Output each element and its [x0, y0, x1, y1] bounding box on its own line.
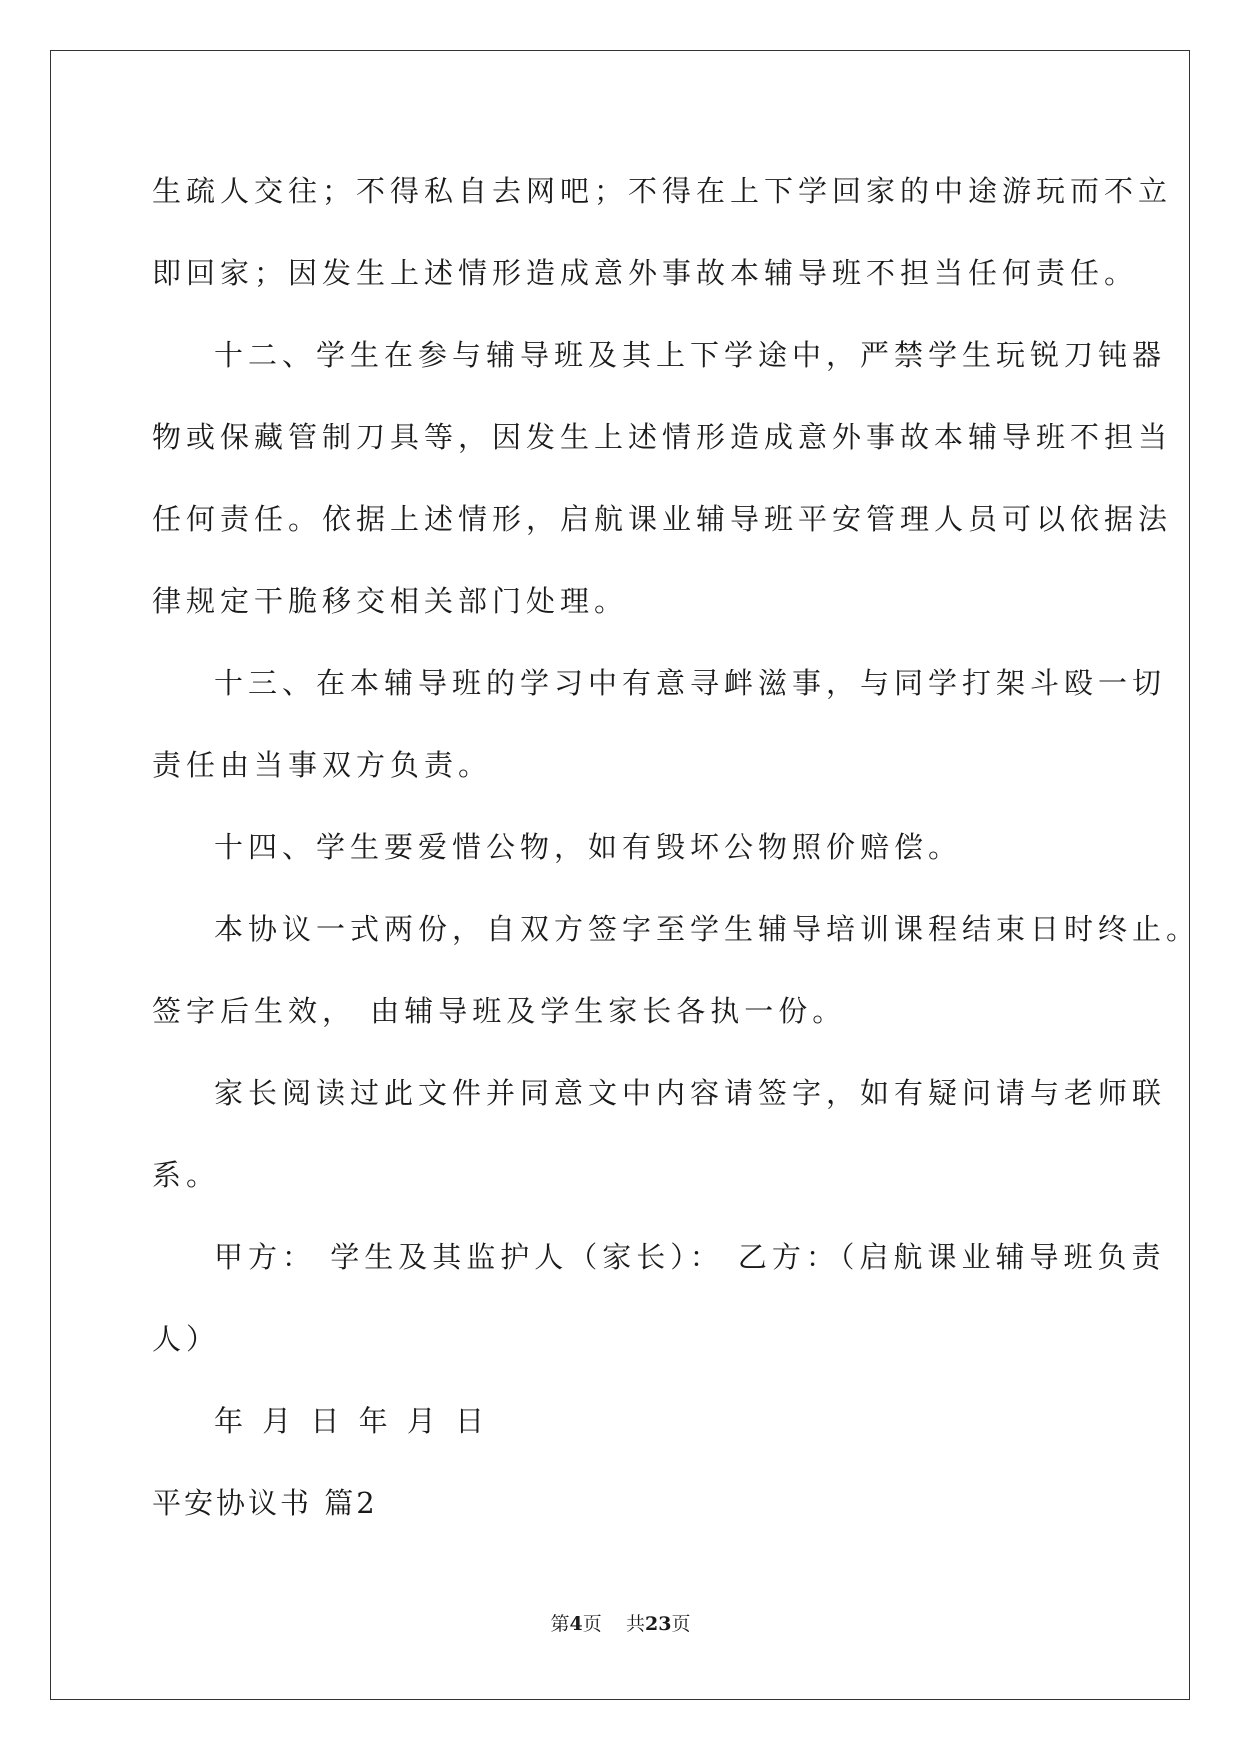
total-pages-number: 23	[644, 1613, 672, 1635]
paragraph-line: 系。	[152, 1158, 221, 1192]
paragraph-line: 家长阅读过此文件并同意文中内容请签字，如有疑问请与老师联	[214, 1076, 1167, 1110]
footer-prefix: 第	[550, 1613, 570, 1635]
paragraph-line: 律规定干脆移交相关部门处理。	[152, 584, 629, 618]
paragraph-line: 十二、学生在参与辅导班及其上下学途中，严禁学生玩锐刀钝器	[214, 338, 1167, 372]
paragraph-line: 生疏人交往；不得私自去网吧；不得在上下学回家的中途游玩而不立	[152, 174, 1173, 208]
signature-parties-line: 甲方： 学生及其监护人（家长）： 乙方：（启航课业辅导班负责	[214, 1240, 1166, 1274]
current-page-number: 4	[569, 1613, 583, 1635]
document-body	[152, 160, 1201, 1554]
page-footer	[0, 1612, 1241, 1636]
paragraph-line: 任何责任。依据上述情形，启航课业辅导班平安管理人员可以依据法	[152, 502, 1173, 536]
paragraph-line: 本协议一式两份，自双方签字至学生辅导培训课程结束日时终止。	[214, 912, 1201, 946]
footer-total-word: 页	[671, 1613, 691, 1635]
section-heading: 平安协议书 篇2	[152, 1486, 378, 1520]
signature-date-line: 年 月 日 年 月 日	[214, 1404, 490, 1438]
paragraph-line: 十四、学生要爱惜公物，如有毁坏公物照价赔偿。	[214, 830, 963, 864]
footer-page-word: 页	[582, 1613, 602, 1635]
paragraph-line: 物或保藏管制刀具等，因发生上述情形造成意外事故本辅导班不担当	[152, 420, 1173, 454]
paragraph-line: 即回家；因发生上述情形造成意外事故本辅导班不担当任何责任。	[152, 256, 1139, 290]
paragraph-line: 责任由当事双方负责。	[152, 748, 493, 782]
paragraph-line: 签字后生效， 由辅导班及学生家长各执一份。	[152, 994, 847, 1028]
paragraph-line: 十三、在本辅导班的学习中有意寻衅滋事，与同学打架斗殴一切	[214, 666, 1167, 700]
signature-parties-line: 人）	[152, 1322, 221, 1356]
footer-total-prefix: 共	[625, 1613, 645, 1635]
